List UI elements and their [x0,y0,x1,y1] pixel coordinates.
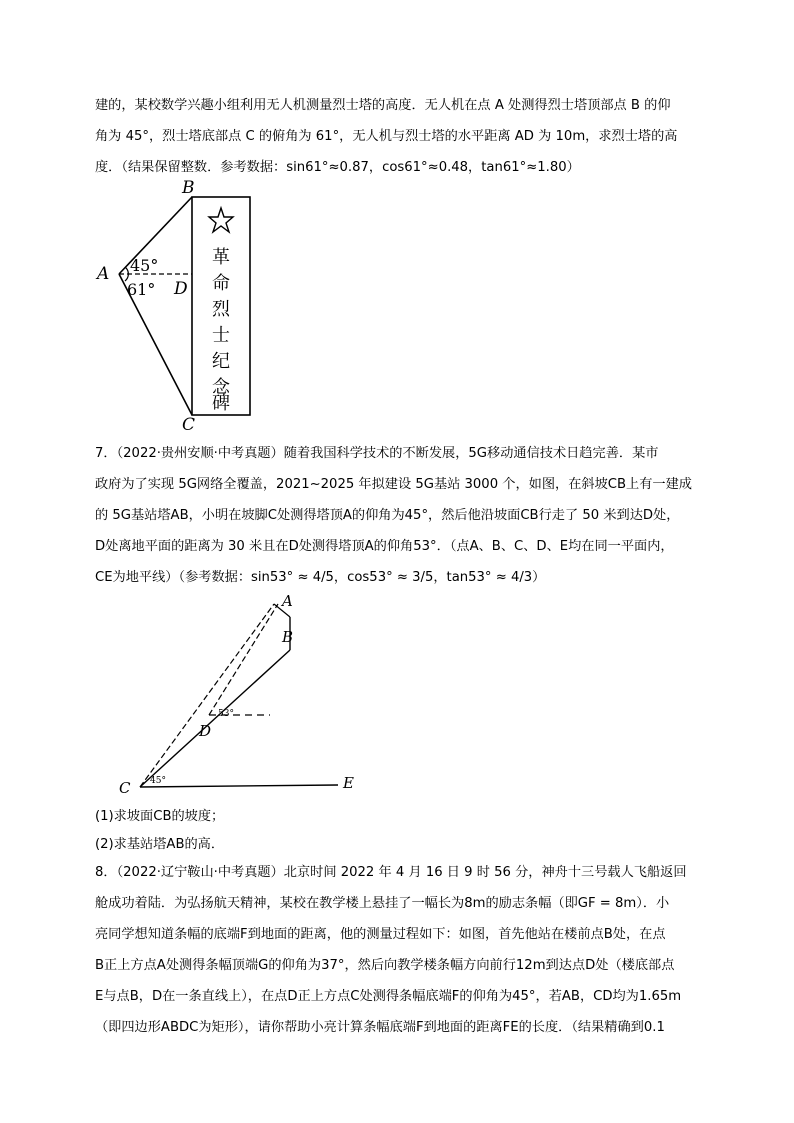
text-line: （即四边形ABDC为矩形），请你帮助小亮计算条幅底端F到地面的距离FE的长度．（结果精确到0.1 [95,1020,665,1035]
sight-line-CA [140,604,274,787]
problem-7-text [95,438,707,593]
ground-line-CE [140,785,338,787]
text-line: 政府为了实现 5G网络全覆盖，2021~2025 年拟建设 5G基站 3000 个，如图，在斜坡CB上有一建成 [95,477,692,492]
text-line: 度．（结果保留整数．参考数据：sin61°≈0.87，cos61°≈0.48，tan61°≈1.80） [95,160,580,175]
label-C: C [182,415,196,433]
text-line: 7．（2022·贵州安顺·中考真题）随着我国科学技术的不断发展，5G移动通信技术日趋完善．某市 [95,446,659,461]
question-1: (1)求坡面CB的坡度； [95,809,225,824]
text-line: D处离地平面的距离为 30 米且在D处测得塔顶A的仰角53°．（点A、B、C、D、E均在同一平面内， [95,539,674,554]
monument-char: 烈 [212,299,230,320]
monument-char: 念 [212,377,230,398]
text-line: 的 5G基站塔AB，小明在坡脚C处测得塔顶A的仰角为45°，然后他沿坡面CB行走了 50 米到达D处， [95,508,680,523]
angle-61-label: 61° [127,280,156,299]
slope-CB [140,650,290,787]
question-2: (2)求基站塔AB的高． [95,837,225,852]
text-line: 角为 45°，烈士塔底部点 C 的俯角为 61°，无人机与烈士塔的水平距离 AD 为 10m，求烈士塔的高 [95,129,678,144]
label-C: C [119,779,131,795]
monument-figure [92,178,262,433]
monument-char: 革 [212,247,230,268]
monument-char: 碑 [212,393,230,414]
angle-45-label: 45° [130,256,159,275]
problem-6-text [95,90,707,183]
label-A: A [282,592,293,610]
angle-45-label: 45° [150,776,166,786]
angle-53-label: 53° [218,709,234,719]
label-A: A [97,264,110,284]
monument-char: 士 [212,325,230,346]
text-line: 8．（2022·辽宁鞍山·中考真题）北京时间 2022 年 4 月 16 日 9 时 56 分，神舟十三号载人飞船返回 [95,865,687,880]
label-B: B [282,628,294,646]
text-line: 建的，某校数学兴趣小组利用无人机测量烈士塔的高度．无人机在点 A 处测得烈士塔顶部点 B 的仰 [95,98,671,113]
monument-char: 纪 [212,351,230,372]
text-line: CE为地平线）（参考数据：sin53° ≈ 4/5，cos53° ≈ 3/5，tan53° ≈ 4/3） [95,570,546,585]
star-icon [209,208,233,232]
angle-arc [125,267,128,281]
slope-tower-figure [110,590,370,795]
label-B: B [182,178,195,198]
label-E: E [343,774,354,792]
text-line: 舱成功着陆．为弘扬航天精神，某校在教学楼上悬挂了一幅长为8m的励志条幅（即GF = 8m）．小 [95,896,670,911]
label-D: D [174,279,188,299]
problem-8-text [95,857,707,1043]
label-D: D [199,722,212,740]
monument-char: 命 [212,273,230,294]
text-line: E与点B，D在一条直线上），在点D正上方点C处测得条幅底端F的仰角为45°，若AB，CD均为1.65m [95,989,682,1004]
text-line: B正上方点A处测得条幅顶端G的仰角为37°，然后向教学楼条幅方向前行12m到达点D处（楼底部点 [95,958,675,973]
sight-line-DA [209,604,278,715]
text-line: 亮同学想知道条幅的底端F到地面的距离，他的测量过程如下：如图，首先他站在楼前点B处，在点 [95,927,666,942]
